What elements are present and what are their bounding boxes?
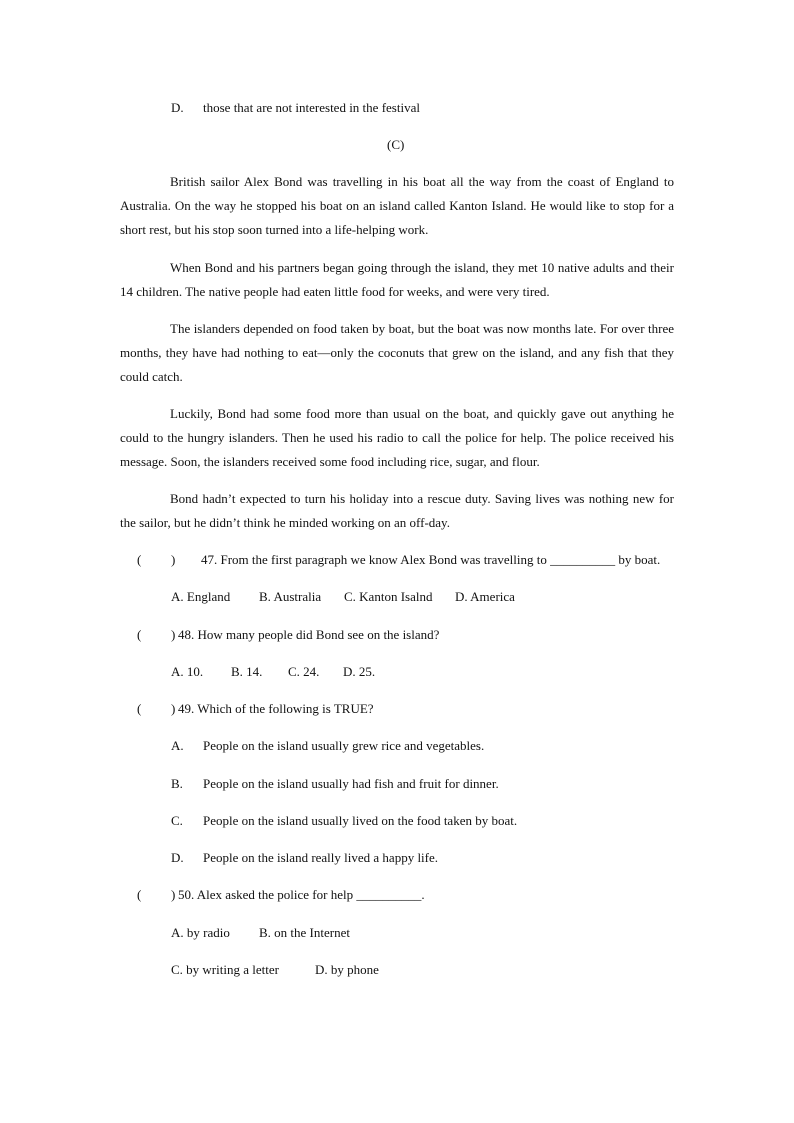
option-48-c: C. 24.: [288, 664, 320, 679]
option-48-b: B. 14.: [231, 664, 263, 679]
answer-paren-close-50: ): [171, 887, 176, 902]
option-50-c: C. by writing a letter: [171, 962, 279, 977]
question-47-text: 47. From the first paragraph we know Alex Bond was travelling to __________ by boat.: [201, 552, 661, 567]
option-49-c-letter: C.: [171, 813, 183, 828]
prev-option-letter: D.: [171, 100, 184, 115]
answer-paren-close-47: ): [171, 552, 176, 567]
option-48-a: A. 10.: [171, 664, 204, 679]
answer-paren-close-48: ): [171, 627, 176, 642]
answer-paren-close-49: ): [171, 701, 176, 716]
option-47-a: A. England: [171, 589, 231, 604]
option-49-c-text: People on the island usually lived on the food taken by boat.: [203, 813, 518, 828]
option-49-a-letter: A.: [171, 738, 184, 753]
passage-paragraph-4: Luckily, Bond had some food more than usual on the boat, and quickly gave out anything he could to the hungry islanders. Then he used his radio to call the police for help. The police received his message. Soon, the islanders received some food including rice, sugar, and flour.: [120, 406, 674, 469]
answer-paren-open-49: (: [137, 701, 142, 716]
passage-paragraph-3: The islanders depended on food taken by boat, but the boat was now months late. For over three months, they have had nothing to eat—only the coconuts that grew on the island, and any fish that they could catch.: [120, 321, 674, 384]
passage-paragraph-2: When Bond and his partners began going through the island, they met 10 native adults and their 14 children. The native people had eaten little food for weeks, and were very tired.: [120, 260, 674, 299]
passage-paragraph-1: British sailor Alex Bond was travelling in his boat all the way from the coast of England to Australia. On the way he stopped his boat on an island called Kanton Island. He would like to stop for a short rest, but his stop soon turned into a life-helping work.: [120, 174, 674, 237]
prev-option-text: those that are not interested in the festival: [203, 100, 420, 115]
option-47-b: B. Australia: [259, 589, 322, 604]
question-50-text: 50. Alex asked the police for help __________.: [178, 887, 425, 902]
answer-paren-open-47: (: [137, 552, 142, 567]
option-49-b-letter: B.: [171, 776, 183, 791]
option-47-d: D. America: [455, 589, 515, 604]
option-49-b-text: People on the island usually had fish and fruit for dinner.: [203, 776, 499, 791]
option-50-d: D. by phone: [315, 962, 379, 977]
section-label: (C): [387, 137, 405, 152]
option-49-a-text: People on the island usually grew rice and vegetables.: [203, 738, 485, 753]
answer-paren-open-50: (: [137, 887, 142, 902]
question-48-text: 48. How many people did Bond see on the island?: [178, 627, 440, 642]
question-49-text: 49. Which of the following is TRUE?: [178, 701, 374, 716]
option-49-d-letter: D.: [171, 850, 184, 865]
option-50-b: B. on the Internet: [259, 925, 350, 940]
option-49-d-text: People on the island really lived a happy life.: [203, 850, 439, 865]
option-50-a: A. by radio: [171, 925, 230, 940]
option-48-d: D. 25.: [343, 664, 376, 679]
option-47-c: C. Kanton Isalnd: [344, 589, 433, 604]
passage-paragraph-5: Bond hadn’t expected to turn his holiday into a rescue duty. Saving lives was nothing new for the sailor, but he didn’t think he minded working on an off-day.: [120, 491, 674, 530]
answer-paren-open-48: (: [137, 627, 142, 642]
